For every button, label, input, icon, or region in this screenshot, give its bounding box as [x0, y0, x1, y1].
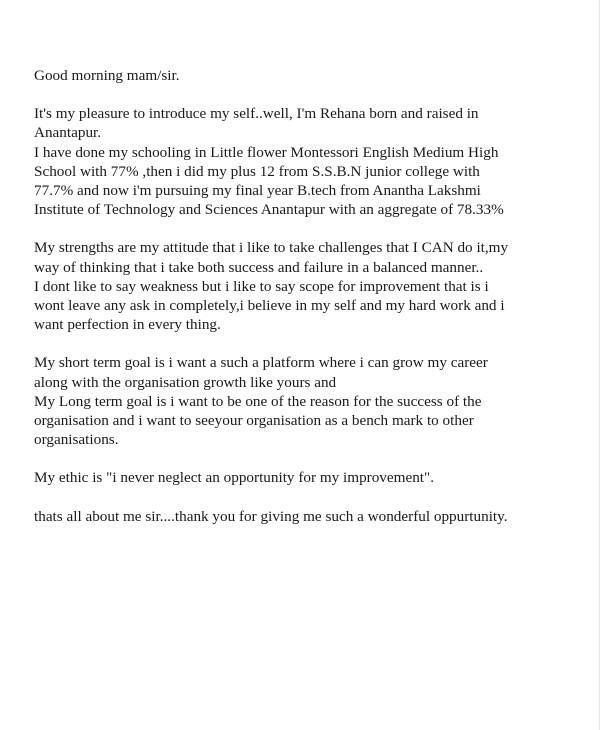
paragraph-2-line: way of thinking that i take both success and failure in a balanced manner..	[34, 258, 484, 276]
paragraph-gap	[34, 449, 574, 468]
paragraph-2-line: I dont like to say weakness but i like to say scope for improvement that is i	[34, 277, 489, 295]
paragraph-1-line: School with 77% ,then i did my plus 12 from S.S.B.N junior college with	[34, 162, 480, 180]
paragraph-3-line: organisations.	[34, 431, 119, 449]
paragraph-3-line: along with the organisation growth like yours and	[34, 373, 337, 391]
document-body	[34, 66, 574, 526]
paragraph-2-line: My strengths are my attitude that i like to take challenges that I CAN do it,my	[34, 239, 509, 257]
paragraph-gap	[34, 334, 574, 353]
paragraph-gap	[34, 488, 574, 507]
paragraph-1-line: It's my pleasure to introduce my self..well, I'm Rehana born and raised in	[34, 105, 479, 123]
paragraph-1-line: Institute of Technology and Sciences Anantapur with an aggregate of 78.33%	[34, 201, 504, 219]
closing-line: thats all about me sir....thank you for giving me such a wonderful oppurtunity.	[34, 507, 508, 525]
paragraph-gap	[34, 85, 574, 104]
paragraph-1-line: I have done my schooling in Little flower Montessori English Medium High	[34, 143, 499, 161]
paragraph-4-line: My ethic is "i never neglect an opportunity for my improvement".	[34, 469, 435, 487]
paragraph-2-line: want perfection in every thing.	[34, 316, 221, 334]
greeting-line: Good morning mam/sir.	[34, 67, 180, 84]
paragraph-gap	[34, 219, 574, 238]
paragraph-3-line: organisation and i want to seeyour organisation as a bench mark to other	[34, 412, 474, 430]
paragraph-3-line: My Long term goal is i want to be one of the reason for the success of the	[34, 392, 482, 410]
paragraph-1-line: 77.7% and now i'm pursuing my final year B.tech from Anantha Lakshmi	[34, 182, 481, 200]
paragraph-1-line: Anantapur.	[34, 124, 102, 142]
paragraph-2-line: wont leave any ask in completely,i believe in my self and my hard work and i	[34, 297, 505, 315]
paragraph-3-line: My short term goal is i want a such a platform where i can grow my career	[34, 354, 488, 372]
